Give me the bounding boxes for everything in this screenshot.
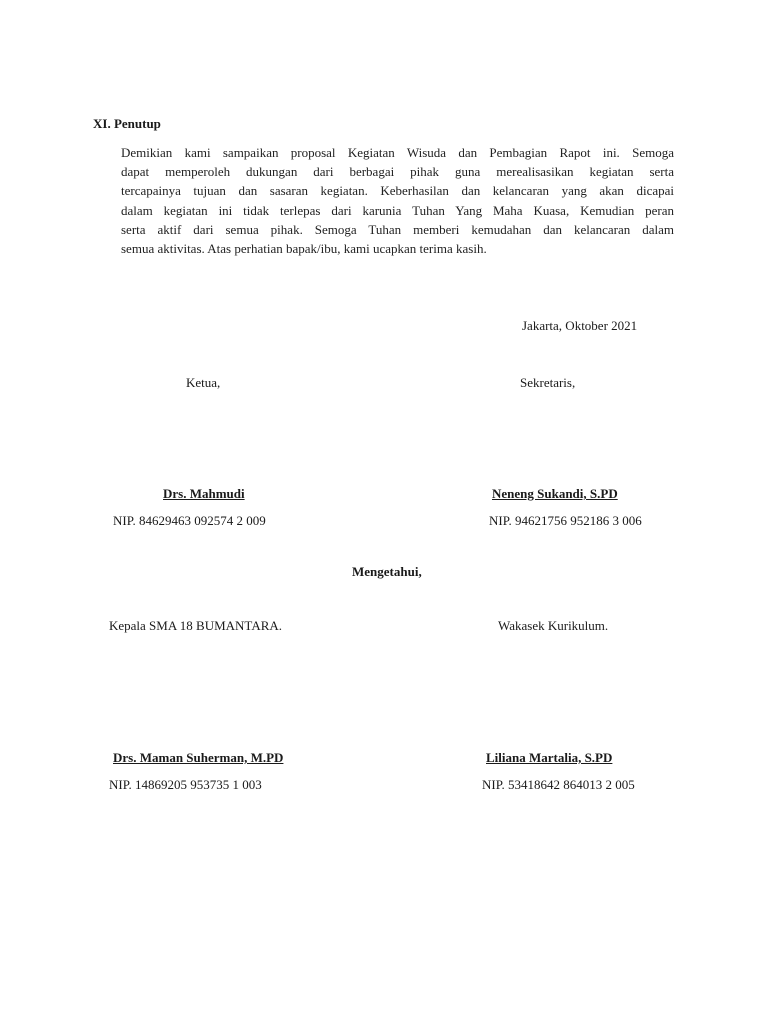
section-title: XI. Penutup — [93, 116, 161, 131]
vice-principal-nip: NIP. 53418642 864013 2 005 — [482, 777, 635, 792]
chair-nip: NIP. 84629463 092574 2 009 — [113, 513, 266, 528]
principal-role: Kepala SMA 18 BUMANTARA. — [109, 618, 283, 633]
closing-paragraph — [121, 143, 674, 258]
place-date: Jakarta, Oktober 2021 — [522, 318, 638, 333]
vice-principal-name: Liliana Martalia, S.PD — [486, 750, 613, 765]
acknowledged-label: Mengetahui, — [352, 564, 422, 579]
secretary-name: Neneng Sukandi, S.PD — [492, 486, 618, 501]
vice-principal-role: Wakasek Kurikulum. — [498, 618, 609, 633]
principal-nip: NIP. 14869205 953735 1 003 — [109, 777, 262, 792]
principal-name: Drs. Maman Suherman, M.PD — [113, 750, 284, 765]
paragraph-line: Demikian kami sampaikan proposal Kegiatan Wisuda dan Pembagian Rapot ini. Semoga — [121, 145, 674, 160]
paragraph-line: serta aktif dari semua pihak. Semoga Tuhan memberi kemudahan dan kelancaran dalam — [121, 221, 674, 237]
chair-name: Drs. Mahmudi — [163, 486, 245, 501]
secretary-role: Sekretaris, — [520, 375, 576, 390]
paragraph-line: semua aktivitas. Atas perhatian bapak/ibu, kami ucapkan terima kasih. — [121, 240, 487, 256]
secretary-nip: NIP. 94621756 952186 3 006 — [489, 513, 642, 528]
paragraph-line: dapat memperoleh dukungan dari berbagai pihak guna merealisasikan kegiatan serta — [121, 164, 674, 180]
chair-role: Ketua, — [186, 375, 221, 390]
paragraph-line: tercapainya tujuan dan sasaran kegiatan. Keberhasilan dan kelancaran yang akan dicapai — [121, 183, 674, 199]
paragraph-line: dalam kegiatan ini tidak terlepas dari karunia Tuhan Yang Maha Kuasa, Kemudian peran — [121, 202, 674, 218]
